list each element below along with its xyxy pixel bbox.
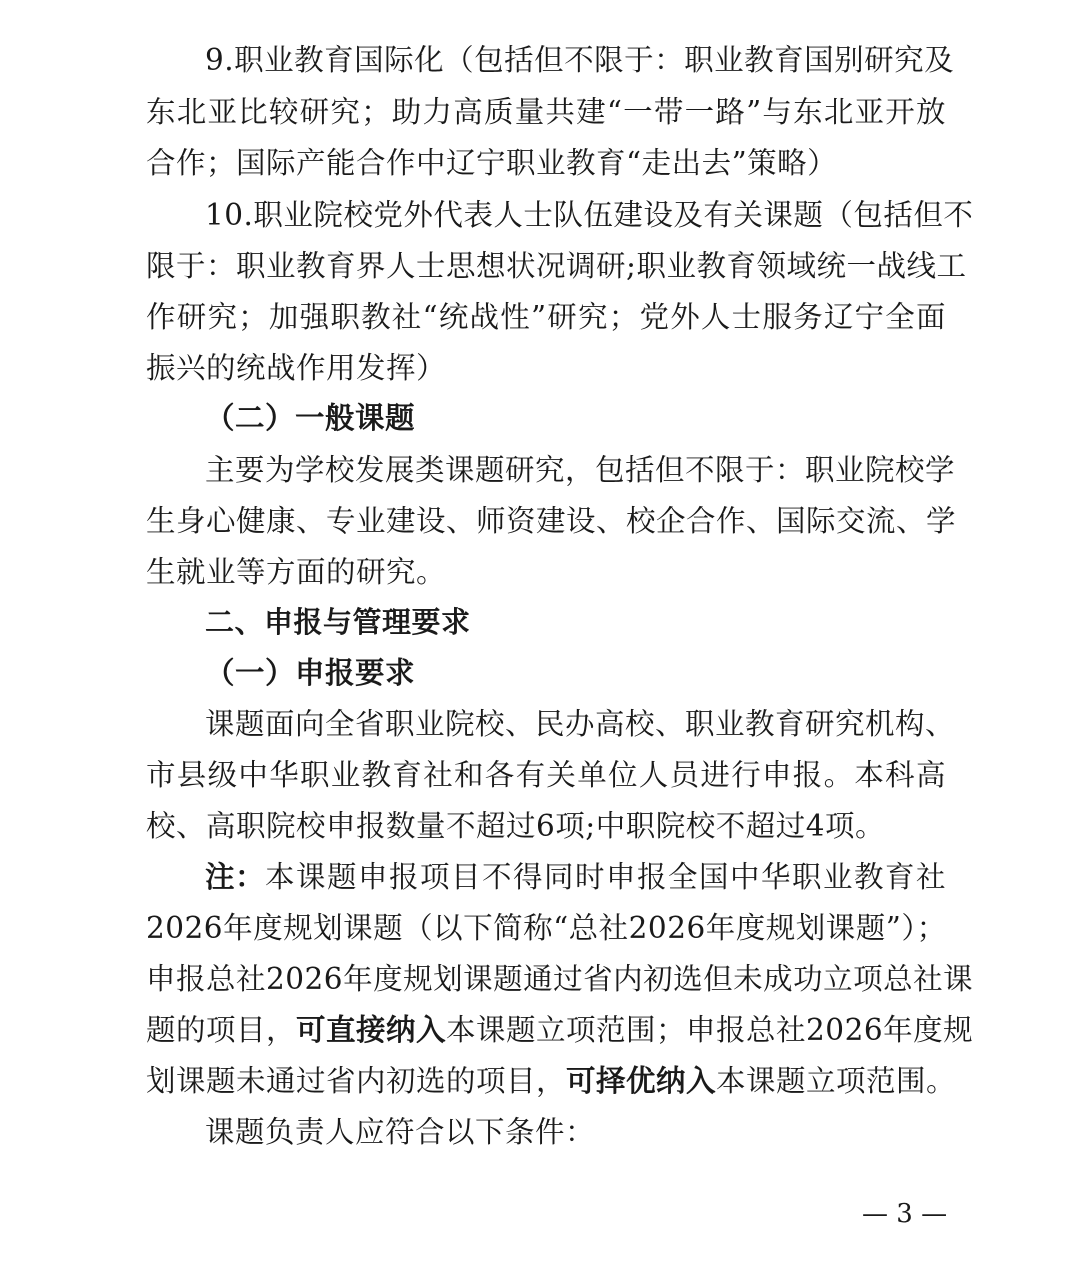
text-segment: 本课题立项范围。	[716, 1064, 957, 1098]
paragraph-line: 课题负责人应符合以下条件：	[205, 1115, 596, 1149]
paragraph-line: 主要为学校发展类课题研究，包括但不限于：职业院校学	[205, 453, 956, 487]
paragraph-line: 东北亚比较研究；助力高质量共建“一带一路”与东北亚开放	[146, 95, 946, 129]
note-label: 注：	[205, 859, 266, 894]
paragraph-line-mixed	[146, 1055, 956, 1107]
note-paragraph-line	[205, 851, 946, 903]
paragraph-line: 生身心健康、专业建设、师资建设、校企合作、国际交流、学	[146, 504, 957, 538]
paragraph-line: 10.职业院校党外代表人士队伍建设及有关课题（包括但不	[205, 198, 974, 232]
paragraph-line: 作研究；加强职教社“统战性”研究；党外人士服务辽宁全面	[146, 300, 946, 334]
paragraph-line: 市县级中华职业教育社和各有关单位人员进行申报。本科高	[146, 758, 946, 792]
paragraph-line: 课题面向全省职业院校、民办高校、职业教育研究机构、	[205, 707, 956, 741]
paragraph-line: 限于：职业教育界人士思想状况调研;职业教育领域统一战线工	[146, 249, 967, 283]
paragraph-line: 申报总社2026年度规划课题通过省内初选但未成功立项总社课	[146, 962, 974, 996]
paragraph-line: 振兴的统战作用发挥）	[146, 351, 447, 385]
text-segment: 本课题立项范围；申报总社2026年度规	[446, 1013, 974, 1047]
paragraph-line: 校、高职院校申报数量不超过6项;中职院校不超过4项。	[146, 809, 885, 843]
paragraph-line: 合作；国际产能合作中辽宁职业教育“走出去”策略）	[146, 146, 838, 180]
emphasis-direct: 可直接纳入	[296, 1012, 447, 1047]
subsection-heading: （一）申报要求	[205, 655, 416, 690]
paragraph-line: 生就业等方面的研究。	[146, 555, 447, 589]
paragraph-line-mixed	[146, 1004, 974, 1056]
section-heading: 二、申报与管理要求	[205, 605, 471, 639]
text-segment: 题的项目，	[146, 1013, 297, 1047]
text-segment: 划课题未通过省内初选的项目，	[146, 1064, 567, 1098]
paragraph-line: 9.职业教育国际化（包括但不限于：职业教育国别研究及	[205, 43, 955, 77]
subsection-heading: （二）一般课题	[205, 400, 416, 435]
emphasis-preferred: 可择优纳入	[566, 1063, 717, 1098]
page-number: — 3 —	[862, 1199, 948, 1229]
note-text: 本课题申报项目不得同时申报全国中华职业教育社	[265, 860, 946, 894]
paragraph-line: 2026年度规划课题（以下简称“总社2026年度规划课题”）；	[146, 911, 947, 945]
